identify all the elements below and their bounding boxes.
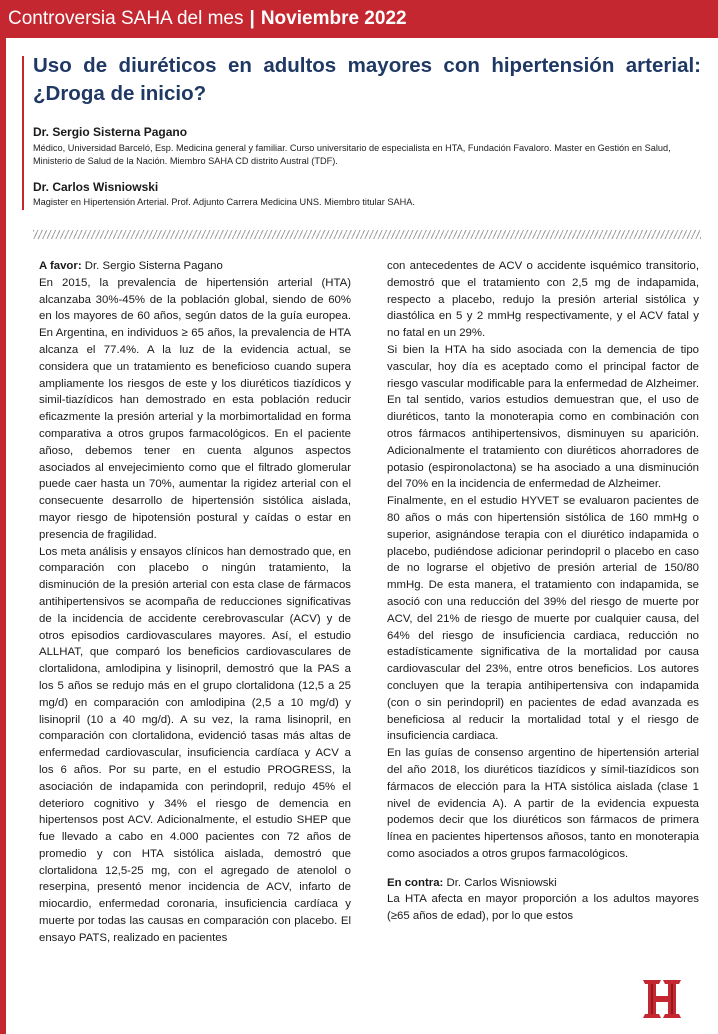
header-banner [0,0,718,38]
body-paragraph: En 2015, la prevalencia de hipertensión arterial (HTA) alcanzaba 30%-45% de la población global, siendo de 60% en los mayores de 60 años, según datos de la guía europea. En Argentina, en individuos ≥ 65 años, la prevalencia de HTA alcanza el 77.4%. A la luz de la evidencia actual, se considera que un tratamiento es beneficioso cuando supera ampliamente los riesgos de este y los diuréticos tiazídicos y simil-tiazídicos han demostrado en esta población reducir eficazmente la presión arterial y la morbimortalidad en forma comparativa a otros grupos farmacológicos. En el paciente añoso, debemos tener en cuenta algunos aspectos asociados al envejecimiento como que el filtrado glomerular puede caer hasta un 70%, aumentar la rigidez arterial con el consecuente desarrollo de hipertensión sistólica aislada, mayor riesgo de hipotensión postural y caídas o estar en presencia de fragilidad. [39,276,351,541]
body-paragraph: La HTA afecta en mayor proporción a los adultos mayores (≥65 años de edad), por lo que estos [387,893,699,923]
left-column [39,258,351,947]
article-title: Uso de diuréticos en adultos mayores con hipertensión arterial: ¿Droga de inicio? [33,54,701,105]
favor-label: A favor: [39,260,82,272]
saha-h-logo-icon [642,976,682,1022]
contra-label: En contra: [387,876,444,889]
title-accent-rule [22,56,24,210]
header-separator: | [249,8,255,29]
section-spacer [387,863,699,875]
author-name-2: Dr. Carlos Wisniowski [33,180,159,194]
header-month: Noviembre 2022 [260,8,407,29]
author-affiliation-2: Magister en Hipertensión Arterial. Prof. Adjunto Carrera Medicina UNS. Miembro titular SAHA. [33,197,415,207]
hatched-divider [33,230,701,239]
body-paragraph: Los meta análisis y ensayos clínicos han demostrado que, en comparación con placebo o ningún tratamiento, la disminución de la presión arterial con esta clase de fármacos antihipertensivos se acompaña de reducciones significativas de la incidencia de accidente cerebrovascular (ACV) y de otros episodios cardiovasculares mayores. Así, el estudio ALLHAT, que comparó los beneficios cardiovasculares de clortalidona, amlodipina y lisinopril, demostró que la PAS a los 5 años se redujo más en el grupo clortalidona (12,5 a 25 mg/d) en comparación con amlodipina (2,5 a 10 mg/d) y lisinopril (10 a 40 mg/d). A su vez, la rama lisinopril, en comparación con clortalidona, evidenció tasas más altas de enfermedad cardiovascular, insuficiencia cardíaca y ACV a los 6 años. Por su parte, en el estudio PROGRESS, la asociación de indapamida con perindopril, redujo 45% el deterioro cognitivo y 34% el riesgo de demencia en hipertensos post ACV. Adicionalmente, el estudio SHEP que fue llevado a cabo en 4.000 pacientes con 72 años de promedio y con HTA sistólica aislada, demostró que clortalidona 12,5-25 mg, con el agregado de atenolol o reserpina, presentó menor incidencia de ACV, infarto de miocardio, enfermedad coronaria, insuficiencia cardíaca y muerte por todas las causas en comparación con placebo. El ensayo PATS, realizado en pacientes [39,545,351,944]
author-affiliation-1: Médico, Universidad Barceló, Esp. Medicina general y familiar. Curso universitario de especialista en HTA, Fundación Favaloro. Master en Gestión en Salud, Ministerio de Salud de la Nación. Miembro SAHA CD distrito Austral (TDF). [33,143,671,166]
body-paragraph: Finalmente, en el estudio HYVET se evaluaron pacientes de 80 años o más con hipertensión sistólica de 160 mmHg o superior, asignándose terapia con el diurético indapamida o placebo, pudiéndose adicionar perindopril o placebo en caso de no lograrse el objetivo de presión arterial de 150/80 mmHg. De esta manera, el tratamiento con indapamida, se asoció con una reducción del 39% del riesgo de muerte por ACV, del 21% de riesgo de muerte por cualquier causa, del 64% del riesgo de insuficiencia cardiaca, reducción no estadísticamente significativa de la mortalidad por causa cardiovascular del 23%, entre otros beneficios. Los autores concluyen que la terapia antihipertensiva con indapamida (con o sin perindopril) en pacientes de edad avanzada es beneficiosa al reducir la mortalidad total y el riesgo de insuficiencia cardiaca. [387,495,699,743]
body-paragraph: En las guías de consenso argentino de hipertensión arterial del año 2018, los diuréticos tiazídicos y símil-tiazídicos son fármacos de elección para la HTA sistólica aislada (clase 1 nivel de evidencia A). A partir de la evidencia expuesta podemos decir que los diuréticos son fármacos de primera línea en pacientes hipertensos añosos, tanto en monoterapia como asociados a otros grupos farmacológicos. [387,747,699,860]
left-accent-bar [0,38,6,1034]
favor-author: Dr. Sergio Sisterna Pagano [84,260,223,272]
author-name-1: Dr. Sergio Sisterna Pagano [33,125,188,139]
contra-heading [387,875,699,892]
favor-heading [39,258,351,275]
body-paragraph: con antecedentes de ACV o accidente isquémico transitorio, demostró que el tratamiento con 2,5 mg de indapamida, respecto a placebo, redujo la presión arterial sistólica y diastólica en 5 y 2 mmHg respectivamente, y el ACV fatal y no fatal en un 29%. [387,260,699,340]
body-paragraph: Si bien la HTA ha sido asociada con la demencia de tipo vascular, hoy día es aceptado como el principal factor de riesgo vascular modificable para la enfermedad de Alzheimer. En tal sentido, varios estudios demuestran que, el uso de diuréticos, tanto la monoterapia como en combinación con otros fármacos antihipertensivos, disminuyen su aparición. Adicionalmente el tratamiento con diuréticos ahorradores de potasio (espironolactona) se ha asociado a una disminución del 70% en la incidencia de enfermedad de Alzheimer. [387,343,699,491]
right-column [387,258,699,925]
header-section: Controversia SAHA del mes [8,8,244,29]
contra-author: Dr. Carlos Wisniowski [446,876,557,889]
